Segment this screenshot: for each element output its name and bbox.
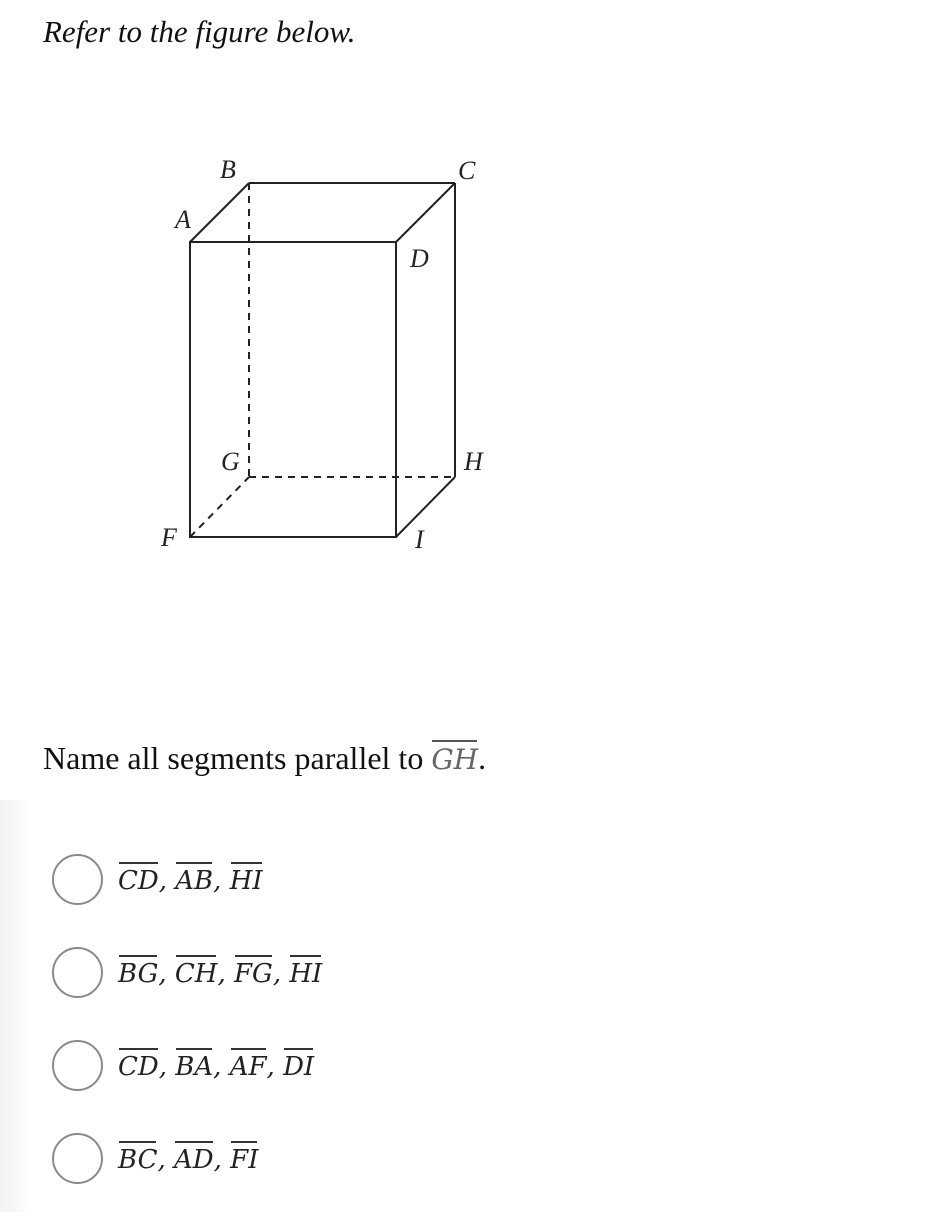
rectangular-prism-figure <box>150 150 500 560</box>
segment: FI <box>230 1141 258 1173</box>
answer-option-3[interactable] <box>52 1034 322 1096</box>
edge-IH <box>396 477 455 537</box>
answer-options <box>52 848 322 1220</box>
front-face-ADIF <box>190 242 396 537</box>
segment: BG <box>118 955 158 987</box>
intro-text: Refer to the figure below. <box>43 14 356 49</box>
segment: CH <box>175 955 218 987</box>
option-label: CD, BA, AF, DI <box>118 1048 314 1082</box>
option-label: BC, AD, FI <box>118 1141 258 1175</box>
vertex-label-F: F <box>161 523 177 552</box>
segment: DI <box>283 1048 314 1080</box>
option-label: BG, CH, FG, HI <box>118 955 322 989</box>
answer-option-1[interactable] <box>52 848 322 910</box>
vertex-label-C: C <box>458 156 476 185</box>
vertex-label-I: I <box>415 525 424 554</box>
vertex-label-H: H <box>464 447 483 476</box>
radio-button[interactable] <box>52 854 103 905</box>
segment: FG <box>234 955 273 987</box>
page-left-shadow <box>0 800 30 1212</box>
segment: AD <box>174 1141 214 1173</box>
segment: CD <box>118 1048 159 1080</box>
question-suffix: . <box>478 740 487 776</box>
segment: AF <box>230 1048 267 1080</box>
radio-button[interactable] <box>52 1040 103 1091</box>
edge-DC <box>396 183 455 242</box>
segment: BC <box>118 1141 157 1173</box>
vertex-label-G: G <box>221 447 240 476</box>
segment: AB <box>175 862 213 894</box>
segment: BA <box>175 1048 213 1080</box>
vertex-label-A: A <box>175 205 191 234</box>
radio-button[interactable] <box>52 947 103 998</box>
question-segment: GH <box>431 740 478 774</box>
answer-option-2[interactable] <box>52 941 322 1003</box>
question-prefix: Name all segments parallel to <box>43 740 424 776</box>
radio-button[interactable] <box>52 1133 103 1184</box>
prism-svg <box>150 150 500 560</box>
segment: HI <box>230 862 263 894</box>
segment: HI <box>289 955 322 987</box>
edge-AB <box>190 183 249 242</box>
vertex-label-B: B <box>220 155 236 184</box>
question-text <box>43 740 486 777</box>
answer-option-4[interactable] <box>52 1127 322 1189</box>
vertex-label-D: D <box>410 244 429 273</box>
option-label: CD, AB, HI <box>118 862 263 896</box>
edge-FG <box>190 477 249 537</box>
segment: CD <box>118 862 159 894</box>
